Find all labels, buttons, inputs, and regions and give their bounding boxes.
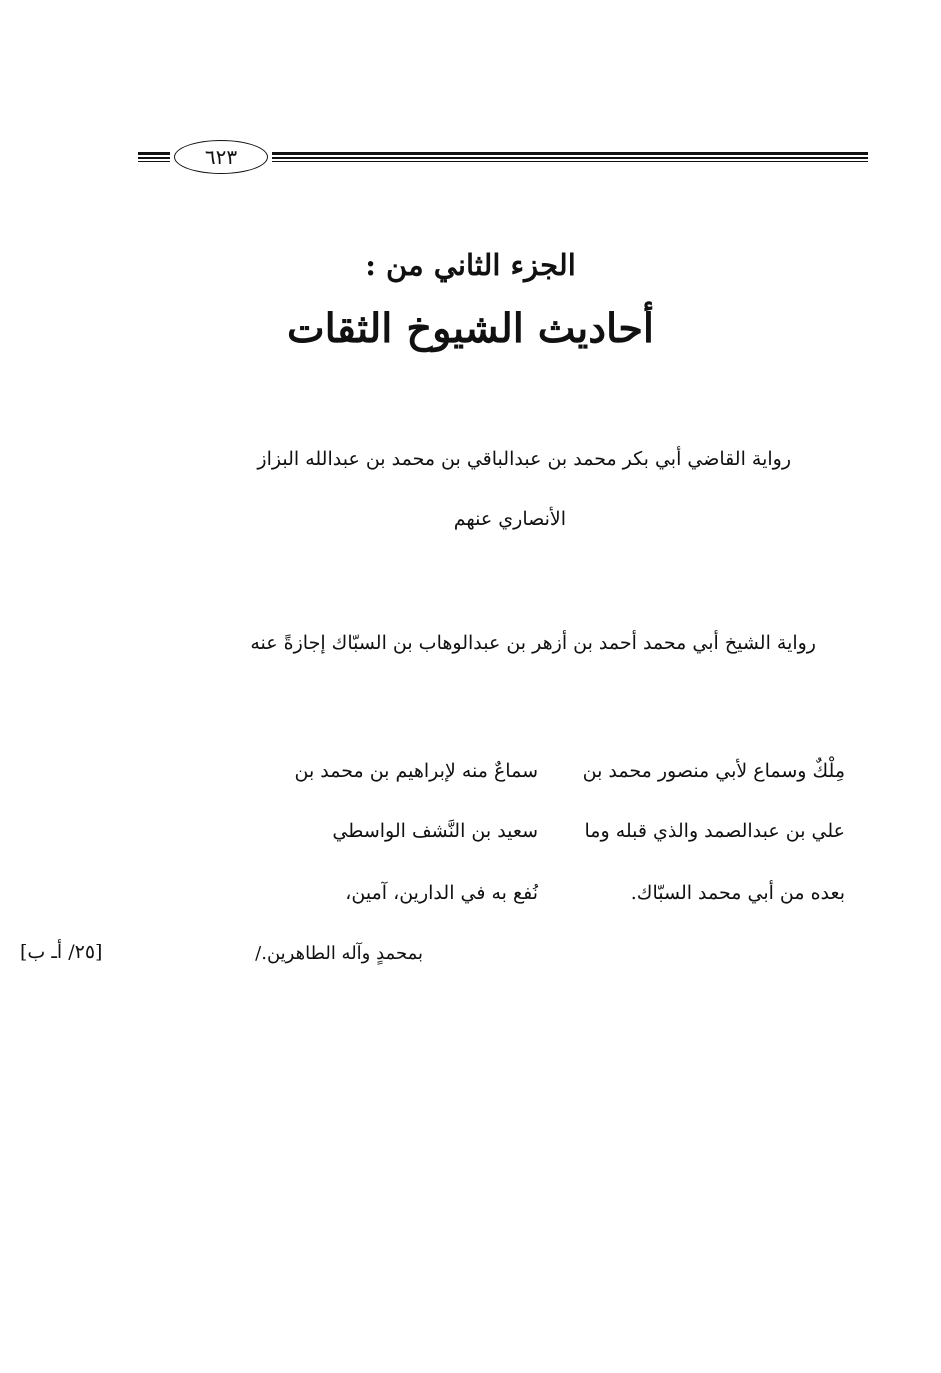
- narration-line-1: رواية القاضي أبي بكر محمد بن عبدالباقي بن محمد بن عبدالله البزاز: [257, 448, 791, 470]
- left-column-line: سماعٌ منه لإبراهيم بن محمد بن: [294, 760, 538, 782]
- narration-line-3: رواية الشيخ أبي محمد أحمد بن أزهر بن عبدالوهاب بن السبّاك إجازةً عنه: [250, 632, 816, 654]
- right-column-line: مِلْكٌ وسماع لأبي منصور محمد بن: [582, 760, 845, 782]
- narration-line-2: الأنصاري عنهم: [453, 508, 566, 530]
- main-title: أحاديث الشيوخ الثقات: [286, 305, 655, 352]
- header-rule-short: [138, 152, 170, 162]
- closing-line: بمحمدٍ وآله الطاهرين./: [255, 943, 423, 964]
- right-column-line: بعده من أبي محمد السبّاك.: [630, 882, 845, 904]
- header-rule-long: [272, 152, 868, 162]
- page-header-rule: [138, 140, 868, 180]
- left-column-line: سعيد بن النَّشف الواسطي: [332, 820, 538, 842]
- page-number: ٦٢٣: [174, 140, 268, 174]
- section-subtitle: الجزء الثاني من :: [365, 248, 576, 282]
- left-column-line: نُفع به في الدارين، آمين،: [345, 882, 538, 904]
- folio-marker: [٢٥/ أـ ب]: [20, 941, 103, 963]
- right-column-line: علي بن عبدالصمد والذي قبله وما: [584, 820, 845, 842]
